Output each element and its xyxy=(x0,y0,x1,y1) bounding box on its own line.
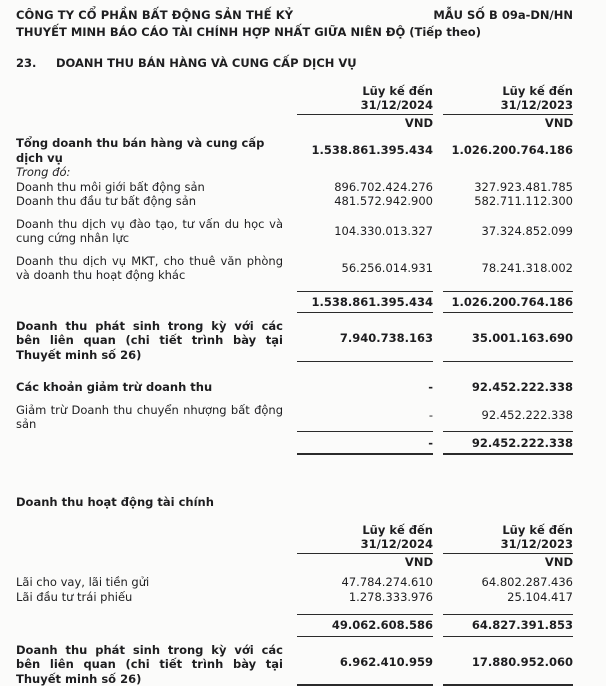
table-row-revenue-deductions xyxy=(16,380,573,395)
value-2023: 35.001.163.690 xyxy=(443,319,573,363)
value-2024: - xyxy=(297,432,433,456)
table-row-deductions-total xyxy=(16,432,573,456)
section-number: 23. xyxy=(16,56,56,71)
row-label: Doanh thu dịch vụ đào tạo, tư vấn du học và cung cứng nhân lực xyxy=(16,217,287,246)
value-2024: 896.702.424.276 xyxy=(297,180,433,195)
row-label: Doanh thu môi giới bất động sản xyxy=(16,180,287,195)
row-label: Doanh thu dịch vụ MKT, cho thuê văn phòng và doanh thu hoạt động khác xyxy=(16,254,287,283)
value-2023: 64.827.391.853 xyxy=(443,614,573,637)
row-label: Doanh thu đầu tư bất động sản xyxy=(16,194,287,209)
col2-date: 31/12/2023 xyxy=(443,537,573,554)
table-row-of-which xyxy=(16,165,573,180)
row-label: Doanh thu phát sinh trong kỳ với các bên liên quan (chi tiết trình bày tại Thuyết minh số 26) xyxy=(16,643,287,686)
col1-period-label: Lũy kế đến xyxy=(297,84,433,99)
col2-period-label: Lũy kế đến xyxy=(443,523,573,538)
value-2024: 56.256.014.931 xyxy=(297,261,433,276)
col1-unit: VND xyxy=(297,555,433,570)
value-2023: 92.452.222.338 xyxy=(443,403,573,432)
value-2023: 17.880.952.060 xyxy=(443,643,573,686)
row-label: Lãi cho vay, lãi tiền gửi xyxy=(16,575,287,590)
table-row-loan-interest xyxy=(16,575,573,590)
table-row-deduction-property-transfer xyxy=(16,403,573,432)
col2-unit: VND xyxy=(443,555,573,570)
value-2023: 1.026.200.764.186 xyxy=(443,291,573,310)
table-row-finance-subtotal xyxy=(16,614,573,637)
value-2023: 582.711.112.300 xyxy=(443,194,573,209)
table-row-training-services xyxy=(16,217,573,246)
row-label: Các khoản giảm trừ doanh thu xyxy=(16,380,287,395)
value-2023: 25.104.417 xyxy=(443,590,573,605)
col1-unit: VND xyxy=(297,116,433,131)
value-2024: 1.278.333.976 xyxy=(297,590,433,605)
finance-section-title: Doanh thu hoạt động tài chính xyxy=(16,495,573,510)
value-2024: 481.572.942.900 xyxy=(297,194,433,209)
table-row-brokerage xyxy=(16,180,573,195)
company-name: CÔNG TY CỔ PHẦN BẤT ĐỘNG SẢN THẾ KỶ xyxy=(16,8,293,23)
value-2024: 104.330.013.327 xyxy=(297,224,433,239)
table-row-investment xyxy=(16,194,573,209)
value-2023: 1.026.200.764.186 xyxy=(443,143,573,158)
report-subtitle: THUYẾT MINH BÁO CÁO TÀI CHÍNH HỢP NHẤT GIỮA NIÊN ĐỘ (Tiếp theo) xyxy=(16,25,573,40)
value-2024: - xyxy=(297,380,433,395)
section-heading xyxy=(16,56,573,71)
value-2023: 92.452.222.338 xyxy=(443,380,573,395)
section-title: DOANH THU BÁN HÀNG VÀ CUNG CẤP DỊCH VỤ xyxy=(56,56,357,71)
col1-date: 31/12/2024 xyxy=(297,537,433,554)
value-2024: 6.962.410.959 xyxy=(297,643,433,686)
table-row-total-revenue xyxy=(16,136,573,165)
table-row-related-party-revenue xyxy=(16,319,573,363)
finance-income-table xyxy=(16,575,573,686)
table-row-bond-interest xyxy=(16,590,573,605)
form-number: MẪU SỐ B 09a-DN/HN xyxy=(433,8,573,23)
value-2023: 327.923.481.785 xyxy=(443,180,573,195)
col1-date: 31/12/2024 xyxy=(297,98,433,115)
value-2024: 1.538.861.395.434 xyxy=(297,291,433,310)
table-row-subtotal xyxy=(16,291,573,310)
value-2024: 49.062.608.586 xyxy=(297,614,433,637)
table-row-finance-related-party xyxy=(16,643,573,686)
row-label: Trong đó: xyxy=(16,165,287,180)
table1-column-headers xyxy=(16,84,573,131)
value-2024: 7.940.738.163 xyxy=(297,319,433,363)
row-label: Lãi đầu tư trái phiếu xyxy=(16,590,287,605)
value-2023: 78.241.318.002 xyxy=(443,261,573,276)
row-label: Doanh thu phát sinh trong kỳ với các bên liên quan (chi tiết trình bày tại Thuyết minh số 26) xyxy=(16,319,287,363)
col2-period-label: Lũy kế đến xyxy=(443,84,573,99)
table2-column-headers xyxy=(16,523,573,570)
value-2024: - xyxy=(297,403,433,432)
revenue-table xyxy=(16,136,573,455)
value-2024: 47.784.274.610 xyxy=(297,575,433,590)
col1-period-label: Lũy kế đến xyxy=(297,523,433,538)
value-2023: 92.452.222.338 xyxy=(443,432,573,456)
value-2024: 1.538.861.395.434 xyxy=(297,143,433,158)
value-2023: 37.324.852.099 xyxy=(443,224,573,239)
double-rule xyxy=(16,312,573,313)
document-header xyxy=(16,8,573,23)
row-label: Tổng doanh thu bán hàng và cung cấp dịch vụ xyxy=(16,136,287,165)
col2-unit: VND xyxy=(443,116,573,131)
col2-date: 31/12/2023 xyxy=(443,98,573,115)
row-label: Giảm trừ Doanh thu chuyển nhượng bất động sản xyxy=(16,403,287,432)
table-row-mkt-services xyxy=(16,254,573,283)
value-2023: 64.802.287.436 xyxy=(443,575,573,590)
